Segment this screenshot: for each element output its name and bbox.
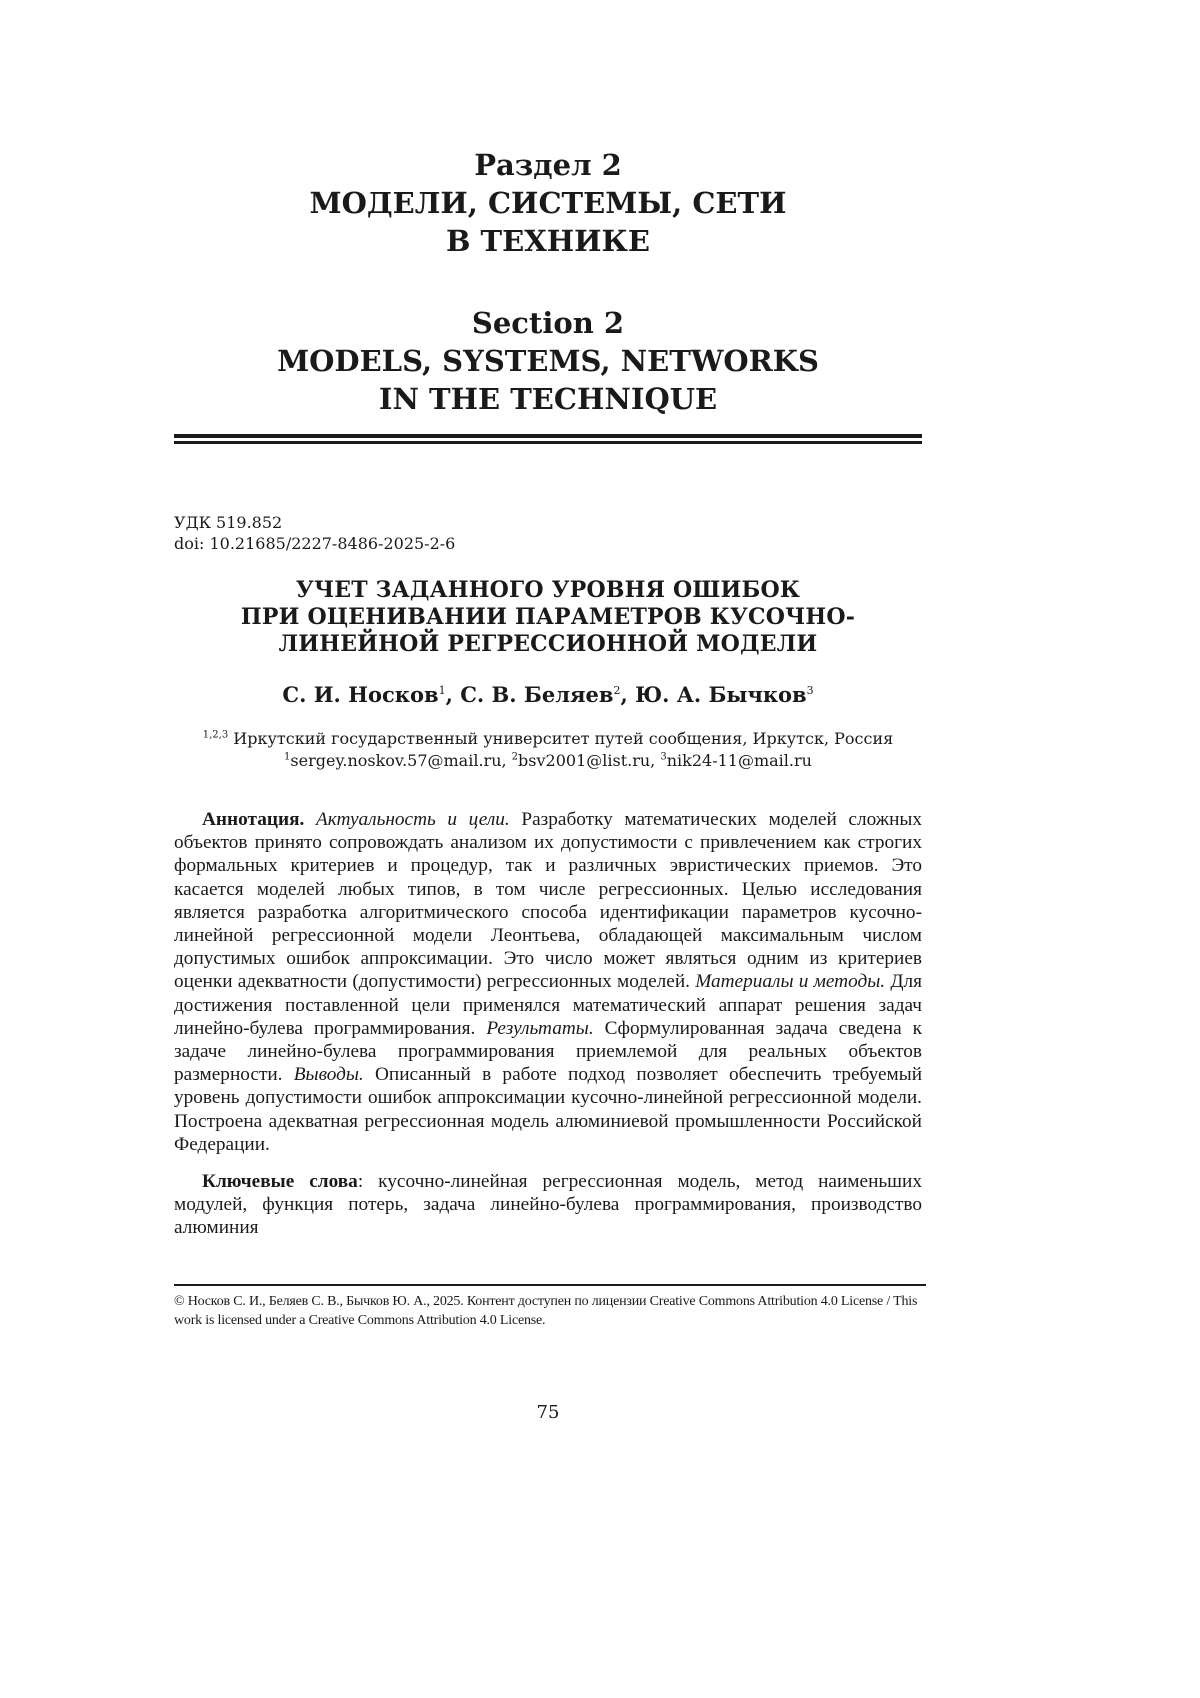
emails-line [174, 750, 922, 772]
email-mark: 2 [511, 751, 519, 763]
divider-line-thick [174, 434, 922, 438]
article-title-line1: УЧЕТ ЗАДАННОГО УРОВНЯ ОШИБОК [295, 577, 801, 603]
abstract-text: Разработку математических моделей сложных объектов принято сопровождать анализом их допустимости с привлечением как строгих формальных критериев и процедур, так и различных эвристических приемов. Это касается моделей любых типов, в том числе регрессионных. Целью исследования является разработка алгоритмического способа идентификации параметров кусочно-линейной регрессионной модели Леонтьева, обладающей максимальным числом допустимых ошибок аппроксимации. Это число может являться одним из критериев оценки адекватности (допустимости) регрессионных моделей. [174, 809, 922, 993]
affiliation-marks: 1,2,3 [202, 729, 229, 741]
author-mark: 2 [613, 684, 621, 697]
email-link[interactable]: nik24-11@mail.ru [666, 751, 812, 770]
article-meta [174, 512, 455, 554]
email-link[interactable]: sergey.noskov.57@mail.ru [290, 751, 502, 770]
abstract-text: Сформулированная задача сведена к задаче линейно-булева программирования приемлемой для реальных объектов размерности. [174, 1017, 922, 1086]
article-title-line2: ПРИ ОЦЕНИВАНИИ ПАРАМЕТРОВ КУСОЧНО- [240, 604, 856, 630]
abstract [174, 808, 922, 1156]
email-mark: 3 [660, 751, 667, 763]
author-name: С. В. Беляев [460, 682, 614, 707]
section-title-en-line2: IN THE TECHNIQUE [378, 382, 718, 416]
section-heading-en [174, 304, 922, 418]
keywords-text: : кусочно-линейная регрессионная модель, метод наименьших модулей, функция потерь, задача линейно-булева программирования, производство алюминия [174, 1171, 922, 1239]
email-mark: 1 [284, 751, 291, 763]
section-number-en: Section 2 [471, 306, 625, 340]
author-separator: , [445, 682, 461, 707]
divider-line-thin [174, 441, 922, 444]
keywords [174, 1170, 922, 1240]
section-title-ru-line2: В ТЕХНИКЕ [445, 224, 651, 258]
affiliation [174, 728, 922, 772]
abstract-label: Аннотация. [202, 809, 305, 830]
affiliation-line [174, 728, 922, 750]
section-divider [174, 434, 922, 444]
section-title-en-line1: MODELS, SYSTEMS, NETWORKS [277, 344, 819, 378]
abstract-heading-relevance: Актуальность и цели. [315, 809, 510, 830]
author-separator: , [620, 682, 636, 707]
abstract-heading-conclusions: Выводы. [293, 1064, 364, 1086]
email-separator: , [650, 751, 661, 770]
section-number-ru: Раздел 2 [474, 148, 622, 182]
section-heading-ru [174, 146, 922, 260]
author-name: Ю. А. Бычков [635, 682, 807, 707]
article-title-line3: ЛИНЕЙНОЙ РЕГРЕССИОННОЙ МОДЕЛИ [278, 631, 818, 657]
author-mark: 3 [806, 684, 814, 697]
author-mark: 1 [438, 684, 446, 697]
email-link[interactable]: bsv2001@list.ru [518, 751, 651, 770]
abstract-text: Для достижения поставленной цели применялся математический аппарат решения задач линейно-булева программирования. [174, 971, 922, 1039]
udk-code: УДК 519.852 [174, 513, 283, 532]
section-title-ru-line1: МОДЕЛИ, СИСТЕМЫ, СЕТИ [309, 186, 787, 220]
authors [174, 681, 922, 709]
email-separator: , [501, 751, 512, 770]
abstract-heading-results: Результаты. [486, 1017, 594, 1039]
article-title [174, 577, 922, 658]
page-number: 75 [536, 1402, 560, 1423]
abstract-text: Описанный в работе подход позволяет обеспечить требуемый уровень допустимости ошибок аппроксимации кусочно-линейной регрессионной модели. Построена адекватная регрессионная модель алюминиевой промышленности Российской Федерации. [174, 1064, 923, 1155]
affiliation-text: Иркутский государственный университет путей сообщения, Иркутск, Россия [228, 729, 894, 748]
copyright-footnote: © Носков С. И., Беляев С. В., Бычков Ю. А., 2025. Контент доступен по лицензии Creative Commons Attribution 4.0 License / This work is licensed under a Creative Commons Attribution 4.0 License. [174, 1294, 918, 1328]
doi: doi: 10.21685/2227-8486-2025-2-6 [174, 534, 456, 553]
footnote-divider [174, 1284, 926, 1286]
keywords-label: Ключевые слова [202, 1171, 358, 1192]
author-name: С. И. Носков [282, 682, 439, 707]
abstract-heading-methods: Материалы и методы. [695, 971, 886, 993]
